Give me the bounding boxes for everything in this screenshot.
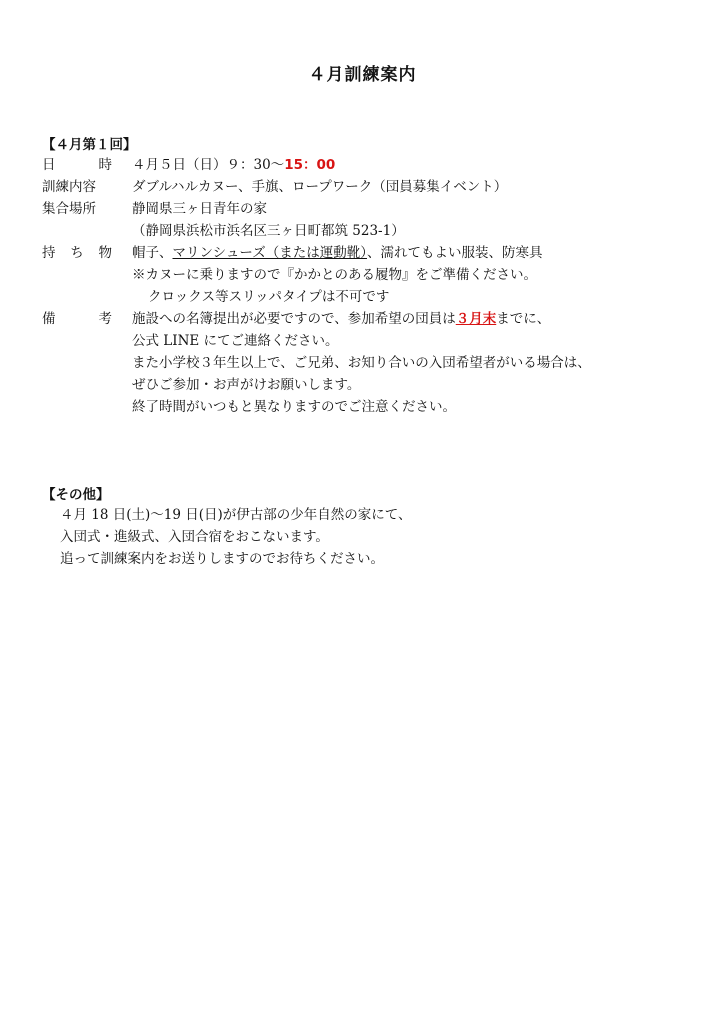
- remarks-line1: [132, 308, 550, 330]
- items-value-start: 帽子、: [132, 245, 173, 261]
- other-line1: ４月 18 日(土)～19 日(日)が伊古部の少年自然の家にて、: [60, 507, 412, 523]
- other-line3: 追って訓練案内をお送りしますのでお待ちください。: [60, 551, 384, 567]
- remarks-line5: 終了時間がいつもと異なりますのでご注意ください。: [132, 399, 456, 415]
- remarks-label-char: 考: [98, 311, 112, 327]
- meeting-address: （静岡県浜松市浜名区三ヶ日町都筑 523-1）: [132, 223, 405, 239]
- items-label-char: 物: [98, 245, 112, 261]
- items-label: [42, 242, 112, 264]
- remarks-line1-start: 施設への名簿提出が必要ですので、参加希望の団員は: [132, 311, 456, 327]
- items-note2: クロックス等スリッパタイプは不可です: [148, 289, 390, 305]
- other-line2: 入団式・進級式、入団合宿をおこないます。: [60, 529, 329, 545]
- meeting-value: 静岡県三ヶ日青年の家: [132, 201, 267, 217]
- end-time-highlight: 15：00: [284, 157, 336, 173]
- items-value: [132, 242, 542, 264]
- content-value: ダブルハルカヌー、手旗、ロープワーク（団員募集イベント）: [132, 179, 508, 195]
- page-title: ４月訓練案内: [308, 65, 417, 85]
- date-label-char: 時: [98, 157, 112, 173]
- items-label-char: 持: [42, 245, 56, 261]
- items-footwear-underlined: マリンシューズ（または運動靴）: [172, 245, 367, 261]
- items-value-end: 、濡れてもよい服装、防寒具: [366, 245, 543, 261]
- items-label-char: ち: [70, 245, 84, 261]
- section-header-other: 【その他】: [42, 487, 110, 503]
- meeting-label: 集合場所: [42, 201, 96, 217]
- remarks-line2: 公式 LINE にてご連絡ください。: [132, 333, 339, 349]
- items-note1: ※カヌーに乗りますので『かかとのある履物』をご準備ください。: [132, 267, 537, 283]
- date-label-char: 日: [42, 157, 56, 173]
- content-label: 訓練内容: [42, 179, 96, 195]
- remarks-label: [42, 308, 112, 330]
- remarks-line4: ぜひご参加・お声がけお願いします。: [132, 377, 361, 393]
- date-label: [42, 154, 112, 176]
- remarks-label-char: 備: [42, 311, 56, 327]
- remarks-line1-end: までに、: [496, 311, 551, 327]
- date-value: [132, 154, 335, 176]
- deadline-highlight: ３月末: [455, 311, 497, 327]
- date-value-start: ４月５日（日）９：30～: [132, 157, 285, 173]
- remarks-line3: また小学校３年生以上で、ご兄弟、お知り合いの入団希望者がいる場合は、: [132, 355, 591, 371]
- section-header-april-1: 【４月第１回】: [42, 137, 137, 153]
